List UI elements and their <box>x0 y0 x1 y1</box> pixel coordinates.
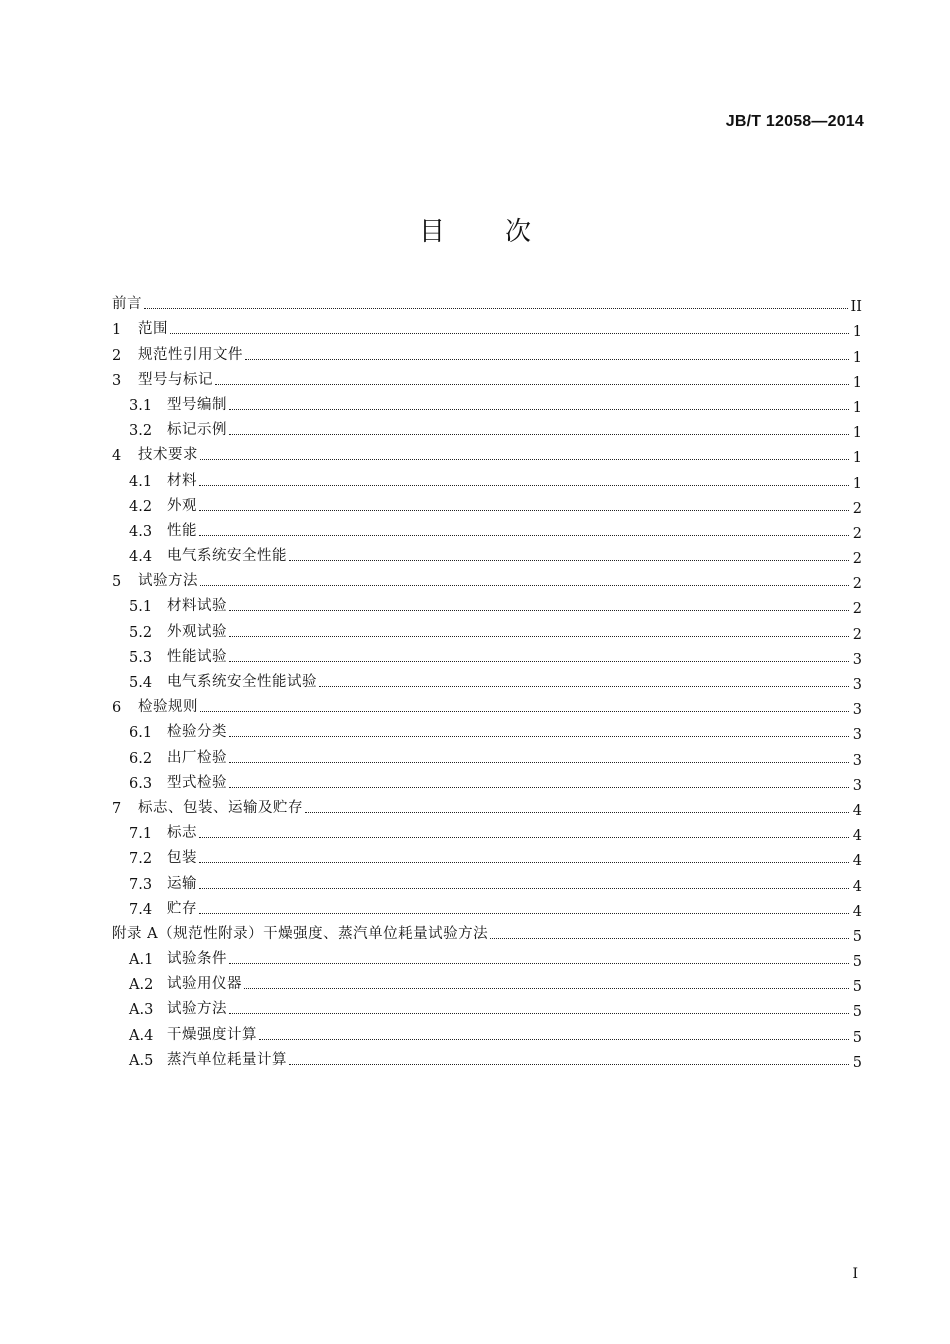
toc-entry-number: 7.3 <box>129 876 153 893</box>
toc-entry[interactable] <box>112 993 862 1021</box>
toc-entry-page: 5 <box>852 954 862 971</box>
toc-leader-dots <box>199 510 849 511</box>
toc-entry-page: 2 <box>852 551 862 568</box>
toc-entry-number: 4.1 <box>129 473 153 490</box>
toc-entry-page: 2 <box>852 601 862 618</box>
toc-leader-dots <box>259 1039 849 1040</box>
toc-leader-dots <box>170 333 849 334</box>
toc-entry-page: 2 <box>852 500 862 517</box>
toc-entry[interactable] <box>112 515 862 540</box>
toc-entry[interactable] <box>112 1018 862 1046</box>
toc-leader-dots <box>229 963 849 964</box>
toc-entry-number: 6 <box>112 700 122 717</box>
toc-entry-title: 型号编制 <box>167 396 227 413</box>
toc-entry-page: 5 <box>852 928 862 945</box>
page-title: 目次 <box>418 217 591 247</box>
toc-entry[interactable] <box>112 490 862 515</box>
toc-entry-page: 1 <box>852 374 862 391</box>
toc-entry[interactable] <box>112 414 862 442</box>
toc-entry-title: 试验方法 <box>167 1001 227 1018</box>
toc-entry-page: 4 <box>852 903 862 920</box>
toc-entry-title: 标志、包装、运输及贮存 <box>138 799 303 816</box>
toc-entry-number: A.3 <box>129 1002 154 1019</box>
toc-entry-title: 外观 <box>167 497 197 514</box>
toc-leader-dots <box>199 535 849 536</box>
toc-entry-page: 5 <box>852 979 862 996</box>
toc-entry-number: 5.1 <box>129 599 153 616</box>
toc-leader-dots <box>144 308 848 309</box>
toc-entry[interactable] <box>112 716 862 744</box>
toc-leader-dots <box>229 610 849 611</box>
toc-leader-dots <box>199 888 849 889</box>
toc-entry-page: 3 <box>852 752 862 769</box>
toc-entry-title: 前言 <box>112 296 142 313</box>
table-of-contents <box>112 288 862 1069</box>
toc-entry-title: 蒸汽单位耗量计算 <box>167 1051 287 1068</box>
toc-entry-number: 7.4 <box>129 901 153 918</box>
toc-entry-page: 1 <box>852 450 862 467</box>
page-number: I <box>852 1266 858 1282</box>
toc-entry-page: 2 <box>852 525 862 542</box>
toc-entry-title: 材料 <box>167 472 197 489</box>
toc-entry[interactable] <box>112 968 862 996</box>
toc-entry-number: 3 <box>112 372 122 389</box>
toc-leader-dots <box>289 1064 849 1065</box>
toc-entry-title: 性能试验 <box>167 648 227 665</box>
toc-leader-dots <box>229 636 849 637</box>
toc-entry-title: 型式检验 <box>167 774 227 791</box>
toc-entry-number: 6.3 <box>129 775 153 792</box>
toc-leader-dots <box>215 384 849 385</box>
toc-leader-dots <box>229 736 849 737</box>
toc-entry-page: 5 <box>852 1004 862 1021</box>
toc-entry-number: 7 <box>112 800 122 817</box>
toc-leader-dots <box>490 938 849 939</box>
toc-leader-dots <box>229 787 849 788</box>
toc-entry[interactable] <box>112 741 862 769</box>
toc-entry-number: A.2 <box>129 977 154 994</box>
toc-entry-page: 1 <box>852 324 862 341</box>
toc-entry[interactable] <box>112 439 862 467</box>
toc-entry-number: 7.1 <box>129 826 153 843</box>
toc-leader-dots <box>319 686 849 687</box>
toc-entry-number: 3.1 <box>129 397 153 414</box>
toc-entry-number: 4.2 <box>129 498 153 515</box>
toc-leader-dots <box>199 837 849 838</box>
toc-leader-dots <box>200 711 849 712</box>
toc-entry-number: A.1 <box>129 952 154 969</box>
toc-leader-dots <box>245 359 849 360</box>
toc-entry[interactable] <box>112 641 862 666</box>
toc-entry[interactable] <box>112 867 862 895</box>
toc-entry-page: 1 <box>852 349 862 366</box>
toc-entry-page: 3 <box>852 651 862 668</box>
toc-entry-title: 包装 <box>167 850 197 867</box>
toc-entry[interactable] <box>112 389 862 414</box>
toc-leader-dots <box>229 434 849 435</box>
toc-entry-number: 6.2 <box>129 750 153 767</box>
toc-leader-dots <box>199 485 849 486</box>
toc-entry-number: 5.2 <box>129 624 153 641</box>
toc-entry[interactable] <box>112 364 862 389</box>
toc-entry[interactable] <box>112 288 862 316</box>
toc-entry-page: 1 <box>852 425 862 442</box>
toc-entry-page: 4 <box>852 878 862 895</box>
toc-entry-number: A.5 <box>129 1052 154 1069</box>
toc-entry-page: 4 <box>852 828 862 845</box>
toc-entry[interactable] <box>112 893 862 918</box>
toc-entry-title: 材料试验 <box>167 598 227 615</box>
toc-entry-title: 贮存 <box>167 900 197 917</box>
toc-leader-dots <box>200 585 849 586</box>
toc-entry-page: 4 <box>852 802 862 819</box>
toc-entry-page: 3 <box>852 677 862 693</box>
toc-entry-title: 标志 <box>167 825 197 842</box>
toc-entry-title: 干燥强度计算 <box>167 1026 257 1043</box>
toc-entry[interactable] <box>112 943 862 971</box>
toc-entry-title: 性能 <box>167 522 197 539</box>
toc-entry[interactable] <box>112 540 862 568</box>
toc-entry-page: 1 <box>852 475 862 492</box>
toc-leader-dots <box>229 661 849 662</box>
toc-entry-page: 2 <box>852 576 862 593</box>
toc-entry-title: 试验用仪器 <box>167 976 242 993</box>
toc-entry-page: 4 <box>852 853 862 870</box>
toc-entry-title: 试验条件 <box>167 951 227 968</box>
standard-code: JB/T 12058—2014 <box>725 113 864 130</box>
toc-entry-title: 附录 A（规范性附录）干燥强度、蒸汽单位耗量试验方法 <box>112 925 489 942</box>
toc-entry-number: 4 <box>112 448 122 465</box>
toc-leader-dots <box>229 762 849 763</box>
toc-entry[interactable] <box>112 338 862 366</box>
toc-leader-dots <box>199 862 849 863</box>
toc-entry[interactable] <box>112 464 862 492</box>
toc-entry-number: A.4 <box>129 1027 154 1044</box>
toc-entry[interactable] <box>112 817 862 845</box>
toc-entry-title: 型号与标记 <box>138 371 213 388</box>
toc-entry[interactable] <box>112 691 862 719</box>
toc-entry-title: 范围 <box>138 321 168 338</box>
toc-entry-number: 6.1 <box>129 725 153 742</box>
toc-entry-number: 5.3 <box>129 649 153 666</box>
toc-leader-dots <box>200 459 849 460</box>
toc-leader-dots <box>244 988 849 989</box>
toc-entry-number: 5 <box>112 574 122 591</box>
toc-entry-page: 1 <box>852 399 862 416</box>
toc-leader-dots <box>289 560 849 561</box>
toc-entry-number: 4.4 <box>129 549 153 566</box>
toc-entry-number: 3.2 <box>129 423 153 440</box>
toc-entry[interactable] <box>112 918 862 943</box>
toc-entry-number: 4.3 <box>129 523 153 540</box>
toc-entry-title: 电气系统安全性能试验 <box>167 674 317 690</box>
toc-entry[interactable] <box>112 590 862 618</box>
toc-entry-page: 3 <box>852 702 862 719</box>
toc-entry-title: 电气系统安全性能 <box>167 548 287 565</box>
toc-entry-title: 运输 <box>167 875 197 892</box>
toc-entry[interactable] <box>112 767 862 792</box>
toc-entry-title: 检验分类 <box>167 724 227 741</box>
toc-entry[interactable] <box>112 565 862 593</box>
toc-leader-dots <box>229 409 849 410</box>
toc-entry-title: 试验方法 <box>138 573 198 590</box>
toc-entry[interactable] <box>112 792 862 817</box>
toc-entry-page: 5 <box>852 1054 862 1071</box>
toc-entry-page: 3 <box>852 777 862 794</box>
toc-entry-title: 外观试验 <box>167 623 227 640</box>
toc-entry-page: II <box>850 299 862 316</box>
toc-entry-title: 标记示例 <box>167 422 227 439</box>
toc-entry-number: 7.2 <box>129 851 153 868</box>
toc-entry[interactable] <box>112 615 862 643</box>
toc-entry-title: 出厂检验 <box>167 749 227 766</box>
toc-entry-title: 技术要求 <box>138 447 198 464</box>
toc-leader-dots <box>229 1013 849 1014</box>
toc-entry-title: 规范性引用文件 <box>138 346 243 363</box>
toc-entry-page: 5 <box>852 1029 862 1046</box>
toc-leader-dots <box>199 913 849 914</box>
toc-entry[interactable] <box>112 1044 862 1069</box>
toc-entry-title: 检验规则 <box>138 699 198 716</box>
toc-entry[interactable] <box>112 313 862 341</box>
toc-entry-page: 2 <box>852 626 862 643</box>
toc-leader-dots <box>305 812 849 813</box>
toc-entry-number: 2 <box>112 347 122 364</box>
toc-entry-number: 5.4 <box>129 675 153 691</box>
toc-entry-page: 3 <box>852 727 862 744</box>
toc-entry[interactable] <box>112 666 862 691</box>
toc-entry[interactable] <box>112 842 862 870</box>
toc-entry-number: 1 <box>112 322 122 339</box>
